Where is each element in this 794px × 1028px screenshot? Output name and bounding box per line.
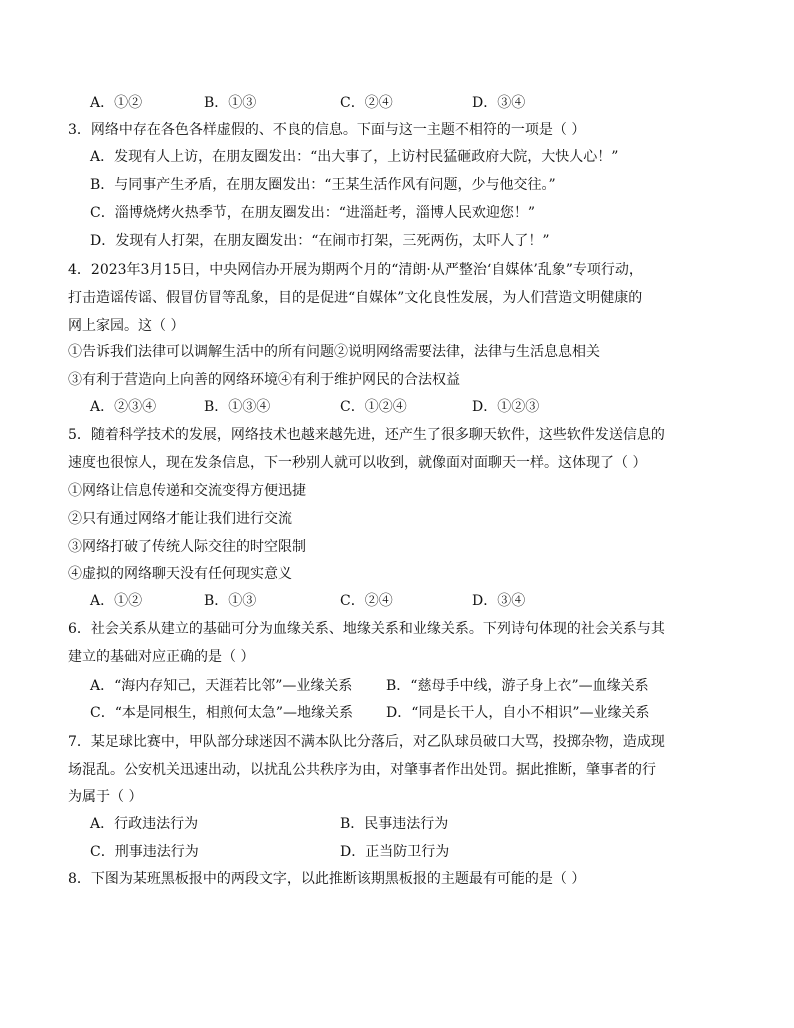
- q5-statement-1: ①网络让信息传递和交流变得方便迅捷: [68, 483, 306, 499]
- q5-option-c: C．②④: [340, 593, 393, 609]
- q7-stem-line-2: 场混乱。公安机关迅速出动，以扰乱公共秩序为由，对肇事者作出处罚。据此推断，肇事者的行: [68, 762, 656, 778]
- q4-stem-line-3: 网上家园。这（ ）: [68, 318, 185, 334]
- q3-option-b: B．与同事产生矛盾，在朋友圈发出：“王某生活作风有问题，少与他交往。”: [90, 177, 556, 193]
- q6-option-c: C．“本是同根生，相煎何太急”—地缘关系: [90, 705, 354, 721]
- q2-option-d: D．③④: [472, 95, 526, 111]
- q5-stem-line-2: 速度也很惊人，现在发条信息，下一秒别人就可以收到，就像面对面聊天一样。这体现了（ ）: [68, 455, 647, 471]
- q5-statement-3: ③网络打破了传统人际交往的时空限制: [68, 539, 306, 555]
- q8-stem: 8．下图为某班黑板报中的两段文字，以此推断该期黑板报的主题最有可能的是（ ）: [68, 871, 586, 887]
- q7-option-a: A．行政违法行为: [90, 816, 199, 832]
- q3-stem: 3．网络中存在各色各样虚假的、不良的信息。下面与这一主题不相符的一项是（ ）: [68, 122, 586, 138]
- q7-option-d: D．正当防卫行为: [340, 844, 450, 860]
- q2-option-c: C．②④: [340, 95, 393, 111]
- q4-statement-2: ③有利于营造向上向善的网络环境④有利于维护网民的合法权益: [68, 372, 460, 388]
- q4-stem-line-1: 4．2023年3月15日，中央网信办开展为期两个月的“清朗·从严整治‘自媒体’乱象”专项行动，: [68, 262, 643, 278]
- q5-statement-4: ④虚拟的网络聊天没有任何现实意义: [68, 566, 292, 582]
- q4-option-b: B．①③④: [204, 399, 271, 415]
- q4-option-d: D．①②③: [472, 399, 540, 415]
- q6-stem-line-1: 6．社会关系从建立的基础可分为血缘关系、地缘关系和业缘关系。下列诗句体现的社会关系与其: [68, 621, 665, 637]
- q3-option-a: A．发现有人上访，在朋友圈发出：“出大事了，上访村民猛砸政府大院，大快人心！”: [90, 149, 619, 165]
- q3-option-c: C．淄博烧烤火热季节，在朋友圈发出：“进淄赶考，淄博人民欢迎您！”: [90, 205, 536, 221]
- q4-statement-1: ①告诉我们法律可以调解生活中的所有问题②说明网络需要法律，法律与生活息息相关: [68, 344, 600, 360]
- q2-option-b: B．①③: [204, 95, 257, 111]
- q7-option-b: B．民事违法行为: [340, 816, 449, 832]
- q6-stem-line-2: 建立的基础对应正确的是（ ）: [68, 649, 255, 665]
- q6-option-d: D．“同是长干人，自小不相识”—业缘关系: [386, 705, 650, 721]
- q4-option-c: C．①②④: [340, 399, 407, 415]
- q5-option-b: B．①③: [204, 593, 257, 609]
- q5-stem-line-1: 5．随着科学技术的发展，网络技术也越来越先进，还产生了很多聊天软件，这些软件发送信息的: [68, 427, 665, 443]
- q6-option-a: A．“海内存知己，天涯若比邻”—业缘关系: [90, 678, 353, 694]
- q4-option-a: A．②③④: [90, 399, 157, 415]
- q6-option-b: B．“慈母手中线，游子身上衣”—血缘关系: [386, 678, 649, 694]
- q5-option-a: A．①②: [90, 593, 143, 609]
- q3-option-d: D．发现有人打架，在朋友圈发出：“在闹市打架，三死两伤，太吓人了！”: [90, 233, 550, 249]
- q7-option-c: C．刑事违法行为: [90, 844, 199, 860]
- q5-statement-2: ②只有通过网络才能让我们进行交流: [68, 511, 292, 527]
- q7-stem-line-1: 7．某足球比赛中，甲队部分球迷因不满本队比分落后，对乙队球员破口大骂，投掷杂物，造成现: [68, 734, 665, 750]
- q5-option-d: D．③④: [472, 593, 526, 609]
- q7-stem-line-3: 为属于（ ）: [68, 789, 143, 805]
- q2-option-a: A．①②: [90, 95, 143, 111]
- q4-stem-line-2: 打击造谣传谣、假冒仿冒等乱象，目的是促进“自媒体”文化良性发展，为人们营造文明健康的: [68, 290, 643, 306]
